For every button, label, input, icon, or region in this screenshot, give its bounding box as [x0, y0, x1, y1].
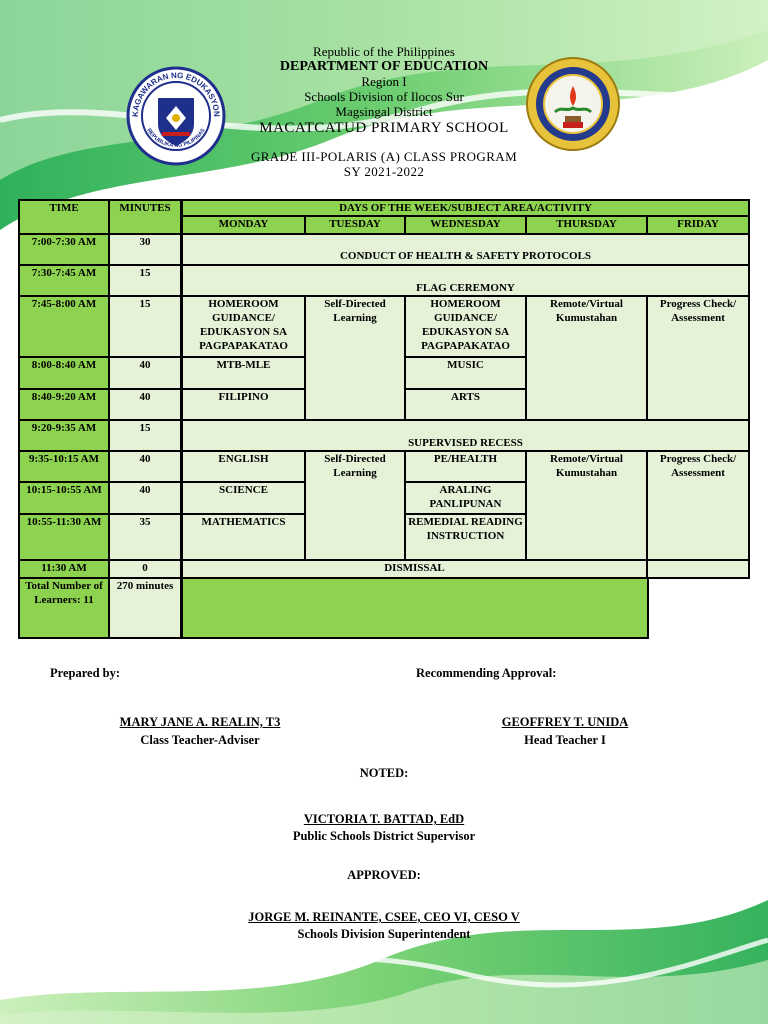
- wednesday-subject: ARALING PANLIPUNAN: [406, 483, 525, 513]
- class-program-table: [18, 199, 750, 639]
- noted-label: NOTED:: [359, 766, 409, 780]
- wednesday-subject: MUSIC: [406, 358, 525, 388]
- empty-cell: [648, 561, 748, 577]
- days-header: DAYS OF THE WEEK/SUBJECT AREA/ACTIVITY: [183, 201, 748, 215]
- minutes-cell: 15: [110, 266, 180, 295]
- wednesday-subject: ARTS: [406, 390, 525, 419]
- monday-subject: FILIPINO: [183, 390, 304, 419]
- left-seal-top-text: KAGAWARAN NG EDUKASYON: [130, 70, 222, 118]
- minutes-header: MINUTES: [110, 201, 180, 233]
- wednesday-header: WEDNESDAY: [406, 217, 525, 233]
- republic-line: Republic of the Philippines: [313, 44, 455, 59]
- minutes-cell: 15: [110, 297, 180, 356]
- recess-cell: SUPERVISED RECESS: [183, 421, 748, 450]
- monday-subject: MATHEMATICS: [183, 515, 304, 559]
- time-cell: 10:55-11:30 AM: [20, 515, 108, 559]
- minutes-cell: 15: [110, 421, 180, 450]
- svg-text:REPUBLIKA NG PILIPINAS: [145, 127, 207, 149]
- supervisor-name: VICTORIA T. BATTAD, EdD: [303, 812, 465, 826]
- total-learners-cell: Total Number of Learners: 11: [20, 579, 108, 637]
- time-cell: 9:20-9:35 AM: [20, 421, 108, 450]
- supervisor-title: Public Schools District Supervisor: [292, 829, 476, 843]
- minutes-cell: 35: [110, 515, 180, 559]
- wednesday-subject: PE/HEALTH: [406, 452, 525, 481]
- friday-assessment: Progress Check/ Assessment: [648, 297, 748, 419]
- monday-subject: ENGLISH: [183, 452, 304, 481]
- total-minutes-cell: 270 minutes: [110, 579, 180, 637]
- time-cell: 9:35-10:15 AM: [20, 452, 108, 481]
- department-line: DEPARTMENT OF EDUCATION: [279, 59, 489, 74]
- monday-subject: HOMEROOM GUIDANCE/ EDUKASYON SA PAGPAPAKATAO: [183, 297, 304, 356]
- tuesday-header: TUESDAY: [306, 217, 404, 233]
- school-seal-icon: [525, 56, 621, 152]
- empty-total-cell: [183, 579, 647, 637]
- district-line: Magsingal District: [335, 104, 433, 119]
- division-line: Schools Division of Ilocos Sur: [304, 89, 464, 104]
- program-title: GRADE III-POLARIS (A) CLASS PROGRAM: [250, 149, 518, 164]
- dismissal-cell: DISMISSAL: [183, 561, 646, 577]
- tuesday-self-directed: Self-Directed Learning: [306, 297, 404, 419]
- time-cell: 11:30 AM: [20, 561, 108, 577]
- time-cell: 7:30-7:45 AM: [20, 266, 108, 295]
- minutes-cell: 40: [110, 483, 180, 513]
- minutes-cell: 30: [110, 235, 180, 264]
- svg-text:KAGAWARAN NG EDUKASYON: [131, 71, 221, 117]
- time-cell: 8:00-8:40 AM: [20, 358, 108, 388]
- prepared-by-label: Prepared by:: [50, 666, 121, 680]
- health-protocols-cell: CONDUCT OF HEALTH & SAFETY PROTOCOLS: [183, 235, 748, 264]
- superintendent-title: Schools Division Superintendent: [297, 927, 471, 941]
- school-name: MACATCATUD PRIMARY SCHOOL: [259, 120, 509, 136]
- minutes-cell: 40: [110, 452, 180, 481]
- minutes-cell: 40: [110, 390, 180, 419]
- approved-label: APPROVED:: [347, 868, 421, 882]
- time-cell: 7:00-7:30 AM: [20, 235, 108, 264]
- superintendent-name: JORGE M. REINANTE, CSEE, CEO VI, CESO V: [248, 910, 520, 924]
- thursday-kumustahan: Remote/Virtual Kumustahan: [527, 297, 646, 419]
- head-teacher-name: GEOFFREY T. UNIDA: [501, 715, 629, 729]
- time-cell: 7:45-8:00 AM: [20, 297, 108, 356]
- minutes-cell: 40: [110, 358, 180, 388]
- teacher-name: MARY JANE A. REALIN, T3: [119, 715, 281, 729]
- head-teacher-title: Head Teacher I: [524, 733, 606, 747]
- friday-assessment: Progress Check/ Assessment: [648, 452, 748, 559]
- recommending-label: Recommending Approval:: [416, 666, 557, 680]
- flag-ceremony-cell: FLAG CEREMONY: [183, 266, 748, 295]
- letterhead: [184, 44, 584, 179]
- time-cell: 10:15-10:55 AM: [20, 483, 108, 513]
- monday-header: MONDAY: [183, 217, 304, 233]
- monday-subject: MTB-MLE: [183, 358, 304, 388]
- school-year: SY 2021-2022: [343, 164, 425, 179]
- left-seal-bottom-text: REPUBLIKA NG PILIPINAS: [145, 127, 207, 149]
- minutes-cell: 0: [110, 561, 180, 577]
- monday-subject: SCIENCE: [183, 483, 304, 513]
- thursday-kumustahan: Remote/Virtual Kumustahan: [527, 452, 646, 559]
- region-line: Region I: [361, 74, 407, 89]
- friday-header: FRIDAY: [648, 217, 748, 233]
- time-cell: 8:40-9:20 AM: [20, 390, 108, 419]
- thursday-header: THURSDAY: [527, 217, 646, 233]
- wednesday-subject: HOMEROOM GUIDANCE/ EDUKASYON SA PAGPAPAKATAO: [406, 297, 525, 356]
- time-header: TIME: [20, 201, 108, 233]
- tuesday-self-directed: Self-Directed Learning: [306, 452, 404, 559]
- teacher-title: Class Teacher-Adviser: [140, 733, 260, 747]
- deped-seal-text: [126, 66, 226, 166]
- wednesday-subject: REMEDIAL READING INSTRUCTION: [406, 515, 525, 559]
